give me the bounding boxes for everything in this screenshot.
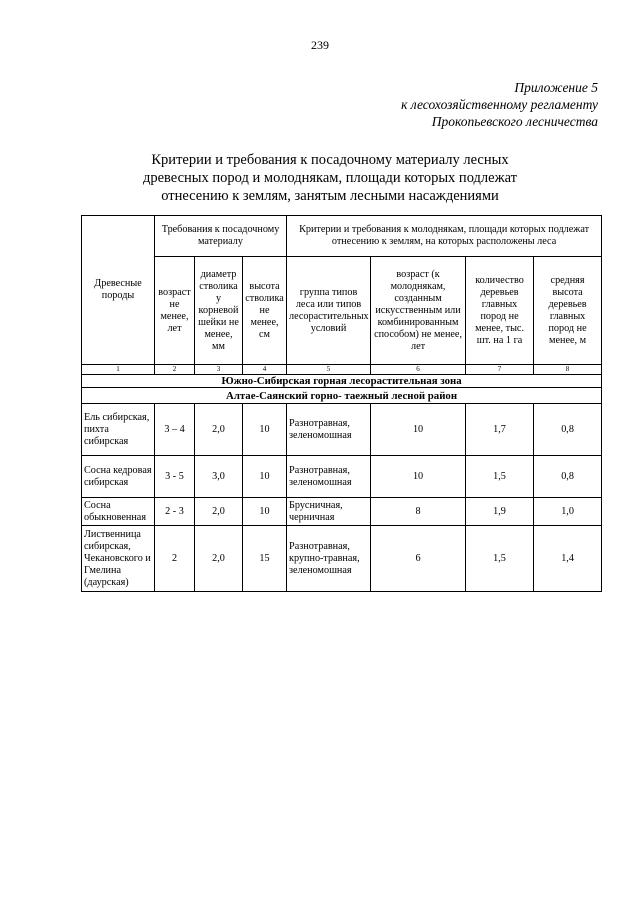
young-age-cell: 8 xyxy=(371,498,466,526)
age-cell: 2 xyxy=(155,526,195,592)
height-cell: 10 xyxy=(243,498,287,526)
forest-type-cell: Разнотравная, крупно-травная, зеленомошная xyxy=(287,526,371,592)
age-cell: 3 - 5 xyxy=(155,456,195,498)
forest-district: Алтае-Саянский горно- таежный лесной район xyxy=(82,388,602,404)
header-young-age: возраст (к молоднякам, созданным искусственным или комбинированным способом) не менее, лет xyxy=(371,257,466,365)
header-height: высота стволика не менее, см xyxy=(243,257,287,365)
appendix-line-2: к лесохозяйственному регламенту xyxy=(401,97,598,112)
tree-count-cell: 1,7 xyxy=(466,404,534,456)
young-age-cell: 10 xyxy=(371,404,466,456)
page-number: 239 xyxy=(311,38,329,52)
zone-row xyxy=(82,375,602,388)
header-forest-type: группа типов леса или типов лесорастительных условий xyxy=(287,257,371,365)
appendix-line-1: Приложение 5 xyxy=(514,80,598,95)
column-number: 2 xyxy=(155,365,195,375)
tree-count-cell: 1,5 xyxy=(466,456,534,498)
avg-height-cell: 1,0 xyxy=(534,498,602,526)
column-number-row xyxy=(82,365,602,375)
table-row xyxy=(82,498,602,526)
species-cell: Сосна обыкновенная xyxy=(82,498,155,526)
document-title xyxy=(100,151,560,205)
height-cell: 10 xyxy=(243,404,287,456)
table-row xyxy=(82,456,602,498)
table-row xyxy=(82,526,602,592)
district-row xyxy=(82,388,602,404)
forest-type-cell: Разнотравная, зеленомошная xyxy=(287,456,371,498)
age-cell: 2 - 3 xyxy=(155,498,195,526)
title-line-3: отнесению к землям, занятым лесными насаждениями xyxy=(161,188,499,204)
header-species: Древесные породы xyxy=(82,216,155,365)
header-youngstand-criteria: Критерии и требования к молоднякам, площади которых подлежат отнесению к землям, на которых расположены леса xyxy=(287,216,602,257)
column-number: 6 xyxy=(371,365,466,375)
appendix-line-3: Прокопьевского лесничества xyxy=(431,114,598,129)
column-number: 1 xyxy=(82,365,155,375)
header-diameter: диаметр стволика у корневой шейки не менее, мм xyxy=(195,257,243,365)
diameter-cell: 2,0 xyxy=(195,498,243,526)
table-row xyxy=(82,404,602,456)
species-cell: Лиственница сибирская, Чекановского и Гмелина (даурская) xyxy=(82,526,155,592)
avg-height-cell: 1,4 xyxy=(534,526,602,592)
column-number: 5 xyxy=(287,365,371,375)
appendix-reference xyxy=(298,79,598,130)
title-line-2: древесных пород и молоднякам, площади которых подлежат xyxy=(142,170,517,186)
height-cell: 15 xyxy=(243,526,287,592)
diameter-cell: 2,0 xyxy=(195,526,243,592)
species-cell: Ель сибирская, пихта сибирская xyxy=(82,404,155,456)
header-row-columns xyxy=(82,257,602,365)
species-cell: Сосна кедровая сибирская xyxy=(82,456,155,498)
header-tree-count: количество деревьев главных пород не менее, тыс. шт. на 1 га xyxy=(466,257,534,365)
forest-type-cell: Брусничная, черничная xyxy=(287,498,371,526)
young-age-cell: 6 xyxy=(371,526,466,592)
header-age: возраст не менее, лет xyxy=(155,257,195,365)
forest-type-cell: Разнотравная, зеленомошная xyxy=(287,404,371,456)
diameter-cell: 2,0 xyxy=(195,404,243,456)
height-cell: 10 xyxy=(243,456,287,498)
young-age-cell: 10 xyxy=(371,456,466,498)
title-line-1: Критерии и требования к посадочному материалу лесных xyxy=(151,152,509,168)
column-number: 3 xyxy=(195,365,243,375)
age-cell: 3 – 4 xyxy=(155,404,195,456)
tree-count-cell: 1,5 xyxy=(466,526,534,592)
header-avg-height: средняя высота деревьев главных пород не менее, м xyxy=(534,257,602,365)
column-number: 4 xyxy=(243,365,287,375)
avg-height-cell: 0,8 xyxy=(534,456,602,498)
diameter-cell: 3,0 xyxy=(195,456,243,498)
tree-count-cell: 1,9 xyxy=(466,498,534,526)
header-seedling-requirements: Требования к посадочному материалу xyxy=(155,216,287,257)
criteria-table xyxy=(81,215,602,592)
avg-height-cell: 0,8 xyxy=(534,404,602,456)
forest-zone: Южно-Сибирская горная лесорастительная зона xyxy=(82,375,602,388)
column-number: 8 xyxy=(534,365,602,375)
header-row-groups xyxy=(82,216,602,257)
column-number: 7 xyxy=(466,365,534,375)
